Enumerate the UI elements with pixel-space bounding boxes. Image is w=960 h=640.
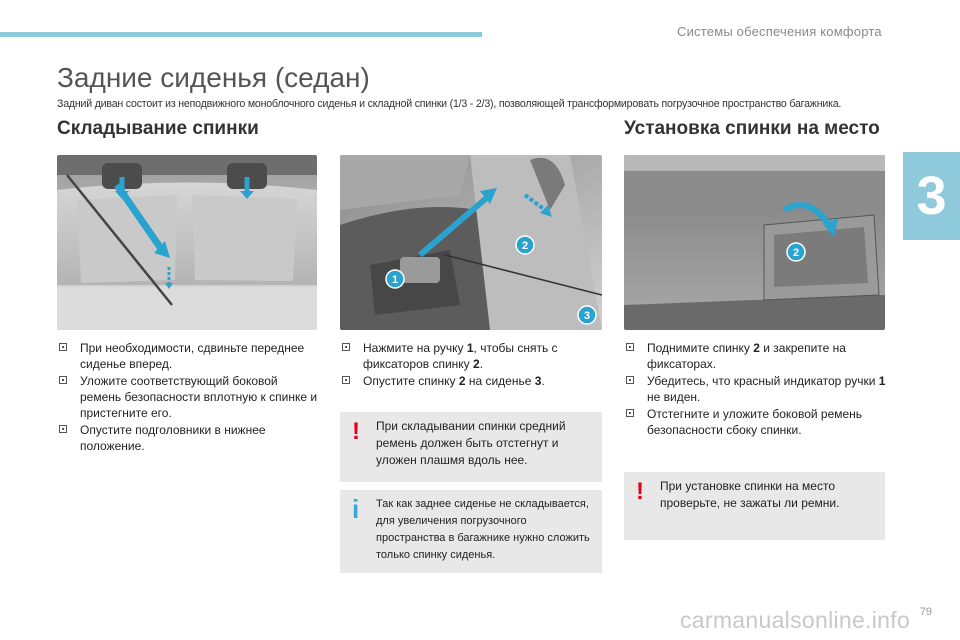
restore-heading: Установка спинки на место [624,118,880,139]
restore-warning-note [624,472,885,540]
watermark: carmanualsonline.info [680,607,911,633]
bullet-square-icon [59,425,67,433]
fold-warning-text: При складывании спинки средний ремень должен быть отстегнут и уложен плашмя вдоль нее. [376,419,566,467]
list-item: Опустите спинку 2 на сиденье 3. [340,373,602,389]
bullet-square-icon [59,343,67,351]
list-item: Опустите подголовники в нижнее положение. [57,422,322,454]
page-number: 79 [919,606,932,618]
trunk-raise-photo [624,155,885,330]
restore-steps [624,340,886,439]
bullet-square-icon [342,376,350,384]
folding-heading: Складывание спинки [57,118,259,139]
callout-3-label: 3 [583,310,591,322]
page-title: Задние сиденья (седан) [57,62,370,93]
callout-1-label: 1 [391,274,399,286]
callout-2-restore-label: 2 [792,247,800,259]
bullet-square-icon [626,376,634,384]
folding-steps-middle [340,340,602,390]
bullet-square-icon [59,376,67,384]
bullet-square-icon [626,343,634,351]
page-intro: Задний диван состоит из неподвижного моноблочного сиденья и складной спинки (1/3 - 2/3), позволяющей трансформировать погрузочное пространство багажника. [57,98,842,110]
folding-steps-left [57,340,322,455]
warning-icon: ! [352,418,360,445]
list-item: При необходимости, сдвиньте переднее сиденье вперед. [57,340,322,372]
fold-handle-photo [340,155,602,330]
bullet-square-icon [342,343,350,351]
restore-warning-text: При установке спинки на место проверьте, не зажаты ли ремни. [660,479,840,510]
fold-info-text: Так как заднее сиденье не складывается, для увеличения погрузочного пространства в багажнике нужно сложить только спинку сиденья. [376,498,590,561]
rear-seat-photo [57,155,317,330]
section-title: Системы обеспечения комфорта [677,24,882,39]
info-icon: i [352,494,360,524]
chapter-tab[interactable]: 3 [903,152,960,240]
header-accent-bar [0,32,482,37]
list-item: Отстегните и уложите боковой ремень безопасности сбоку спинки. [624,406,886,438]
list-item: Уложите соответствующий боковой ремень безопасности вплотную к спинке и пристегните его. [57,373,322,421]
list-item: Убедитесь, что красный индикатор ручки 1 не виден. [624,373,886,405]
list-item: Нажмите на ручку 1, чтобы снять с фиксаторов спинку 2. [340,340,602,372]
callout-2-label: 2 [521,240,529,252]
list-item: Поднимите спинку 2 и закрепите на фиксаторах. [624,340,886,372]
fold-info-note [340,490,602,573]
fold-warning-note [340,412,602,482]
warning-icon: ! [636,478,644,505]
bullet-square-icon [626,409,634,417]
